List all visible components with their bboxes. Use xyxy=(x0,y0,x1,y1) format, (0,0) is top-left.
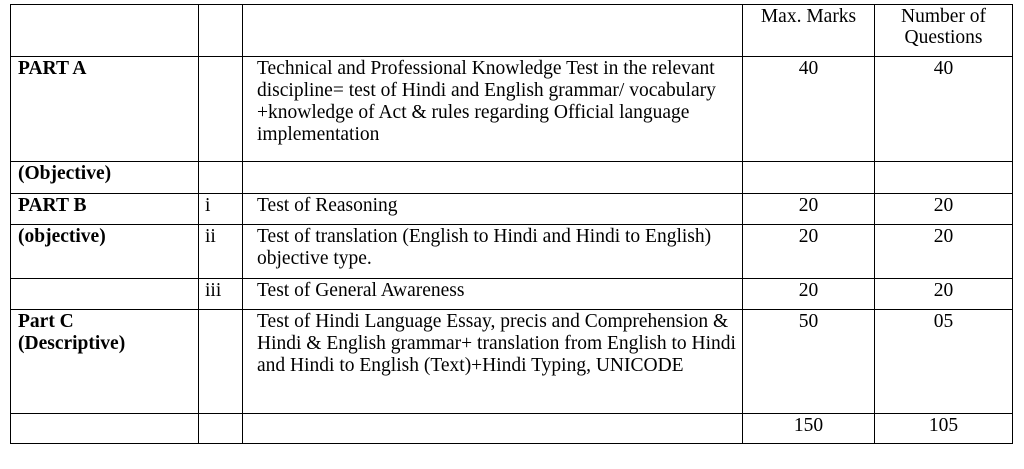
part-cell xyxy=(11,310,199,414)
item-number-cell xyxy=(199,310,243,414)
totals-row xyxy=(11,414,1013,444)
table-row xyxy=(11,310,1013,414)
max-marks-cell: 20 xyxy=(743,279,875,310)
totals-empty-cell xyxy=(243,414,743,444)
total-marks-cell: 150 xyxy=(743,414,875,444)
description-cell: Test of Hindi Language Essay, precis and Comprehension & Hindi & English grammar+ translation from English to Hindi and Hindi to English (Text)+Hindi Typing, UNICODE xyxy=(243,310,743,414)
questions-cell: 20 xyxy=(875,279,1013,310)
description-cell: Test of Reasoning xyxy=(243,194,743,225)
description-cell: Test of General Awareness xyxy=(243,279,743,310)
total-questions-cell: 105 xyxy=(875,414,1013,444)
part-type-label: (Descriptive) xyxy=(18,333,126,354)
header-empty-num-cell xyxy=(199,5,243,57)
table-row xyxy=(11,194,1013,225)
description-cell: Technical and Professional Knowledge Test in the relevant discipline= test of Hindi and English grammar/ vocabulary +knowledge of Act & rules regarding Official language implementation xyxy=(243,57,743,162)
questions-cell: 20 xyxy=(875,225,1013,279)
table-row xyxy=(11,162,1013,194)
part-cell: (Objective) xyxy=(11,162,199,194)
max-marks-cell: 50 xyxy=(743,310,875,414)
description-cell: Test of translation (English to Hindi and Hindi to English) objective type. xyxy=(243,225,743,279)
item-number-cell xyxy=(199,57,243,162)
questions-cell: 05 xyxy=(875,310,1013,414)
table-row xyxy=(11,225,1013,279)
header-empty-part-cell xyxy=(11,5,199,57)
description-cell xyxy=(243,162,743,194)
number-of-questions-header: Number of Questions xyxy=(875,5,1013,57)
item-number-cell xyxy=(199,162,243,194)
totals-empty-cell xyxy=(11,414,199,444)
max-marks-cell xyxy=(743,162,875,194)
table-row xyxy=(11,57,1013,162)
item-number-cell: iii xyxy=(199,279,243,310)
part-label: Part C xyxy=(18,311,74,332)
item-number-cell: ii xyxy=(199,225,243,279)
max-marks-cell: 20 xyxy=(743,225,875,279)
totals-empty-cell xyxy=(199,414,243,444)
exam-pattern-table xyxy=(10,4,1013,444)
part-cell: (objective) xyxy=(11,225,199,279)
part-cell: PART A xyxy=(11,57,199,162)
table-row xyxy=(11,279,1013,310)
questions-cell: 40 xyxy=(875,57,1013,162)
header-empty-desc-cell xyxy=(243,5,743,57)
max-marks-cell: 40 xyxy=(743,57,875,162)
part-cell xyxy=(11,279,199,310)
item-number-cell: i xyxy=(199,194,243,225)
questions-cell xyxy=(875,162,1013,194)
header-row xyxy=(11,5,1013,57)
part-cell: PART B xyxy=(11,194,199,225)
max-marks-cell: 20 xyxy=(743,194,875,225)
questions-cell: 20 xyxy=(875,194,1013,225)
max-marks-header: Max. Marks xyxy=(743,5,875,57)
